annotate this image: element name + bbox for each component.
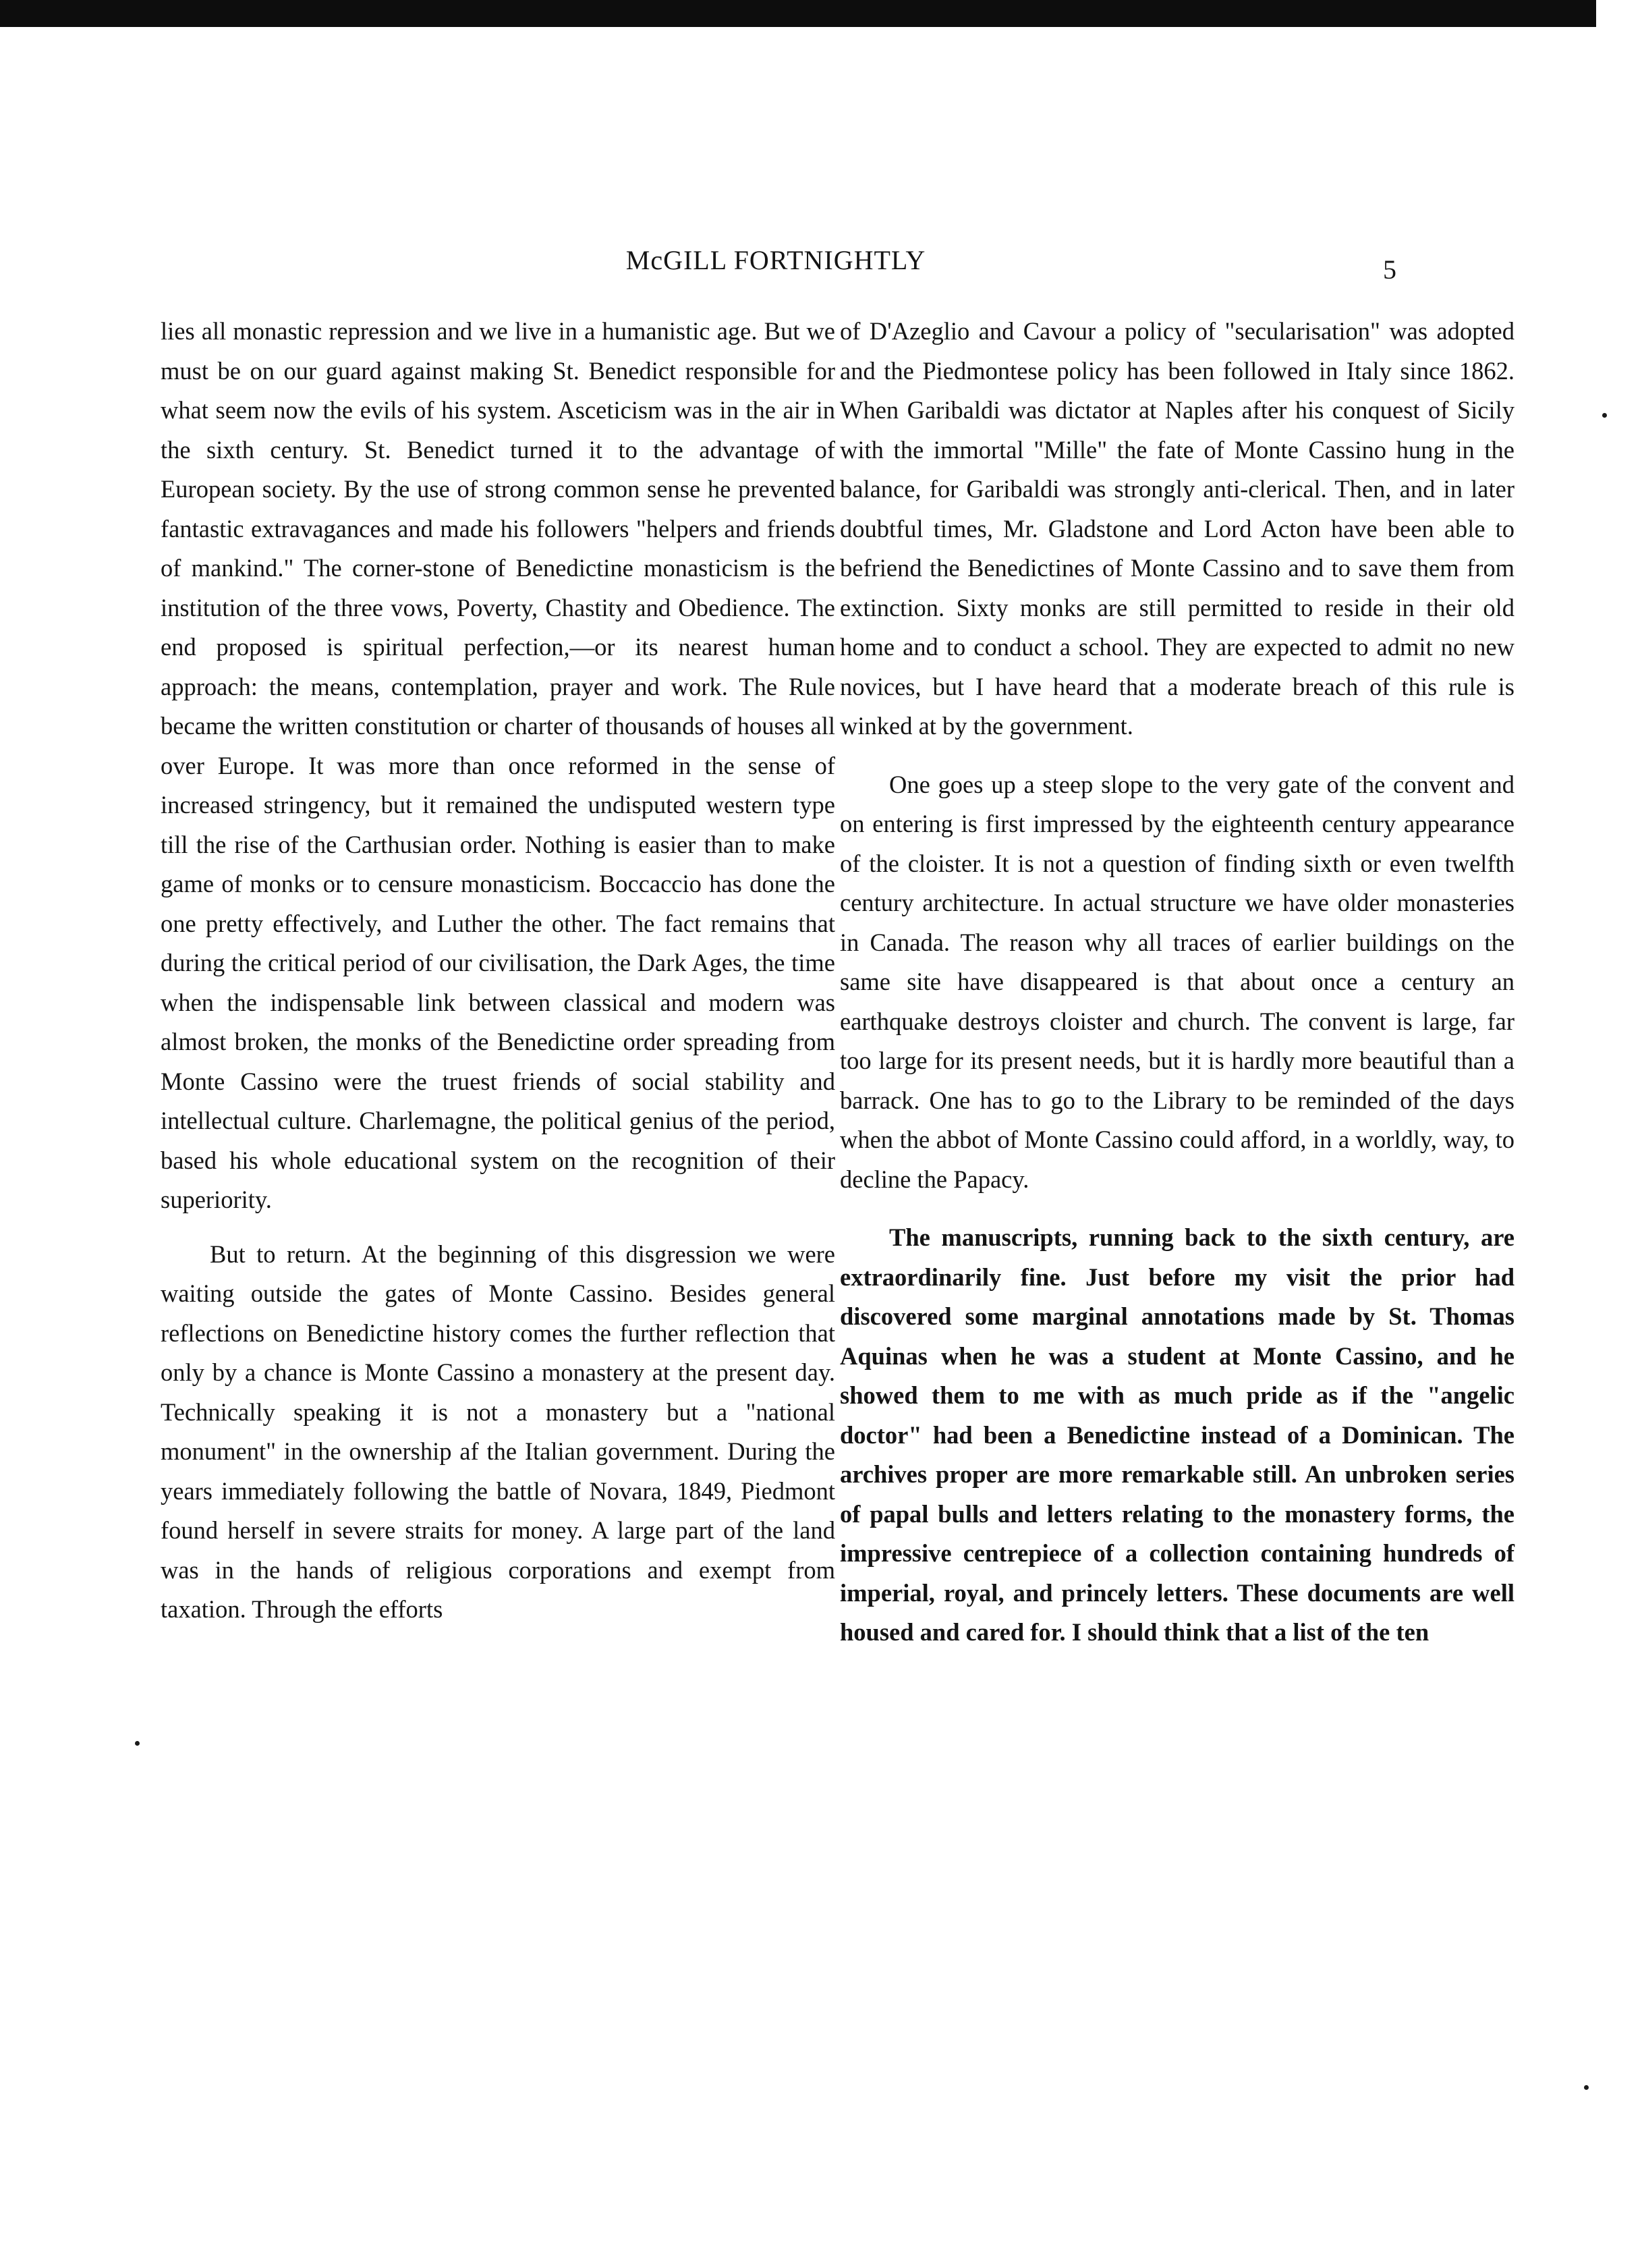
page-header	[0, 244, 1642, 285]
left-paragraph-1: lies all monastic repression and we live in a humanistic age. But we must be on our guard against making St. Benedict responsible for what seem now the evils of his system. Asceticism was in the air in the sixth century. St. Benedict turned it to the advantage of European society. By the use of strong common sense he prevented fantastic extravagances and made his followers "helpers and friends of mankind." The corner-stone of Benedictine monasticism is the institution of the three vows, Poverty, Chastity and Obedience. The end proposed is spiritual perfection,—or its nearest human approach: the means, contemplation, prayer and work. The Rule became the written constitution or charter of thousands of houses all over Europe. It was more than once reformed in the sense of increased stringency, but it remained the undisputed western type till the rise of the Carthusian order. Nothing is easier than to make game of monks or to censure monasticism. Boccaccio has done the one pretty effectively, and Luther the other. The fact remains that during the critical period of our civilisation, the Dark Ages, the time when the indispensable link between classical and modern was almost broken, the monks of the Benedictine order spreading from Monte Cassino were the truest friends of social stability and intellectual culture. Charlemagne, the political genius of the period, based his whole educational system on the recognition of their superiority.	[161, 317, 835, 1213]
margin-speck	[1602, 413, 1607, 418]
margin-speck	[1584, 2085, 1589, 2090]
margin-speck	[135, 1741, 140, 1746]
left-paragraph-2: But to return. At the beginning of this disgression we were waiting outside the gates of Monte Cassino. Besides general reflections on Benedictine history comes the further reflection that only by a chance is Monte Cassino a monastery at the present day. Technically speaking it is not a monastery but a "national monument" in the ownership af the Italian government. During the years immediately following the battle of Novara, 1849, Piedmont found herself in severe straits for money. A large part of the land was in the hands of religious corporations and exempt from taxation. Through the efforts	[161, 1240, 835, 1623]
top-border-rule	[0, 0, 1596, 27]
left-column	[161, 312, 835, 1630]
running-title: McGILL FORTNIGHTLY	[625, 245, 926, 275]
right-paragraph-1: of D'Azeglio and Cavour a policy of "secularisation" was adopted and the Piedmontese policy has been followed in Italy since 1862. When Garibaldi was dictator at Naples after his conquest of Sicily with the immortal "Mille" the fate of Monte Cassino hung in the balance, for Garibaldi was strongly anti-clerical. Then, and in later doubtful times, Mr. Gladstone and Lord Acton have been able to befriend the Benedictines of Monte Cassino and to save them from extinction. Sixty monks are still permitted to reside in their old home and to conduct a school. They are expected to admit no new novices, but I have heard that a moderate breach of this rule is winked at by the government.	[840, 317, 1514, 740]
page-number: 5	[1383, 254, 1396, 285]
right-column	[840, 312, 1514, 1653]
right-paragraph-2: One goes up a steep slope to the very gate of the convent and on entering is first impressed by the eighteenth century appearance of the cloister. It is not a question of finding sixth or even twelfth century architecture. In actual structure we have older monasteries in Canada. The reason why all traces of earlier buildings on the same site have disappeared is that about once a century an earthquake destroys cloister and church. The convent is large, far too large for its present needs, but it is hardly more beautiful than a barrack. One has to go to the Library to be reminded of the days when the abbot of Monte Cassino could afford, in a worldly, way, to decline the Papacy.	[840, 770, 1514, 1193]
right-paragraph-3: The manuscripts, running back to the sixth century, are extraordinarily fine. Just before my visit the prior had discovered some marginal annotations made by St. Thomas Aquinas when he was a student at Monte Cassino, and he showed them to me with as much pride as if the "angelic doctor" had been a Benedictine instead of a Dominican. The archives proper are more remarkable still. An unbroken series of papal bulls and letters relating to the monastery forms, the impressive centrepiece of a collection containing hundreds of imperial, royal, and princely letters. These documents are well housed and cared for. I should think that a list of the ten	[840, 1223, 1514, 1646]
